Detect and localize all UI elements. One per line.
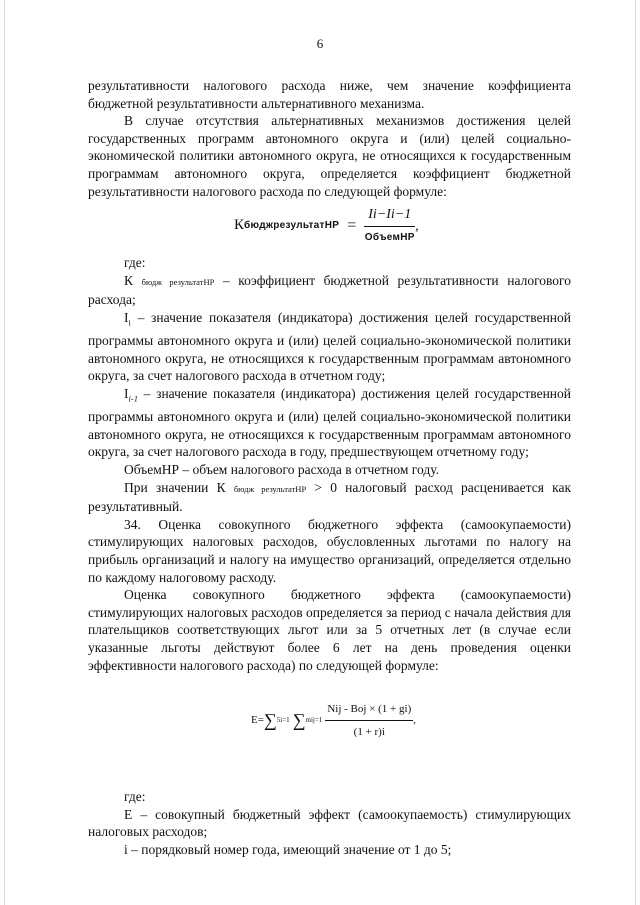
paragraph-34: 34. Оценка совокупного бюджетного эффекта (самоокупаемости) стимулирующих налоговых расходов, обусловленных льготами по налогу на прибыль организаций и налогу на имущество организаций, определяется отдельно по каждому налоговому расходу.: [88, 516, 571, 585]
paragraph-coefficient-intro: В случае отсутствия альтернативных механизмов достижения целей государственных программ автономного округа и (или) целей социально-экономической политики автономного округа, не относящихся к государственным программам автономного округа, определяется коэффициент бюджетной результативности налогового расхода по следующей формуле:: [88, 113, 571, 199]
def-ii1-symbol: I: [124, 386, 129, 401]
def-ii1-text: – значение показателя (индикатора) достижения целей государственной программы автономного округа и (или) целей социально-экономической политики автономного округа, не относящихся к государственным программам автономного округа, за счет налогового расхода в году, предшествующем отчетному году;: [88, 386, 571, 460]
formula1-comma: ,: [415, 218, 419, 234]
formula2-sum-i-top: 5: [276, 716, 281, 725]
definition-i-index: i – порядковый номер года, имеющий значение от 1 до 5;: [124, 841, 452, 857]
def-k-text: – коэффициент бюджетной результативности налогового расхода;: [88, 272, 572, 308]
formula-total-budget-effect: [251, 698, 571, 744]
paragraph-continuation: результативности налогового расхода ниже, чем значение коэффициента бюджетной результативности альтернативного механизма.: [88, 78, 571, 111]
formula1-lhs-subscript: бюджрезультатНР: [244, 220, 340, 232]
condition-start: При значении К: [124, 479, 226, 495]
def-ii-subscript: i: [128, 317, 131, 328]
def-ii-text: – значение показателя (индикатора) достижения целей государственной программы автономного округа и (или) целей социально-экономической политики автономного округа, не относящихся к государственным программам автономного округа, за счет налогового расхода в отчетном году;: [88, 309, 571, 384]
formula2-lhs: E=: [251, 714, 264, 727]
left-page-edge: [4, 0, 5, 905]
formula2-sum-i-icon: ∑: [263, 710, 277, 731]
definition-ii-1: [88, 385, 571, 461]
paragraph-condition: [88, 479, 571, 516]
formula2-sum-i-bottom: i=1: [280, 716, 290, 725]
formula1-equals: =: [347, 217, 357, 235]
formula1-denominator: ОбъемНР: [364, 231, 415, 243]
where-label-1: где:: [124, 255, 146, 271]
definition-e: Е – совокупный бюджетный эффект (самоокупаемость) стимулирующих налоговых расходов;: [88, 806, 571, 840]
formula2-sum-j-top: mi: [305, 716, 313, 725]
def-ii1-subscript: i-1: [128, 393, 138, 404]
formula1-fraction: [364, 206, 415, 246]
where-label-2: где:: [124, 789, 146, 805]
formula2-numerator: Nij - Boj × (1 + gi): [325, 701, 413, 722]
formula1-lhs: К: [234, 217, 245, 234]
formula2-denominator: (1 + r)i: [353, 726, 385, 739]
page-number: 6: [316, 36, 324, 51]
definition-ii: [88, 309, 571, 385]
formula2-fraction: [325, 701, 413, 742]
def-k-subscript: бюдж результатНР: [141, 276, 215, 287]
formula2-comma: ,: [413, 714, 416, 727]
formula2-sum-j-bottom: j=1: [312, 716, 323, 725]
document-body: [88, 77, 571, 859]
formula1-numerator: Ii−Ii−1: [364, 206, 415, 227]
def-ii-symbol: I: [124, 309, 129, 325]
formula2-sum-j-icon: ∑: [292, 710, 306, 731]
formula-budget-effectiveness: [234, 204, 571, 248]
paragraph-self-sufficiency: Оценка совокупного бюджетного эффекта (самоокупаемости) стимулирующих налоговых расходов определяется за период с начала действия для плательщиков соответствующих льгот или за 5 отчетных лет (в случае если указанные льготы действуют более 6 лет на день проведения оценки эффективности налогового расхода) по следующей формуле:: [88, 587, 571, 673]
definition-k: [88, 272, 571, 309]
condition-subscript: бюдж результатНР: [233, 483, 307, 494]
right-page-edge: [635, 0, 636, 905]
def-k-symbol: К: [124, 272, 134, 288]
definition-obem: ОбъемНР – объем налогового расхода в отчетном году.: [124, 462, 439, 478]
condition-end: > 0 налоговый расход расценивается как результативный.: [88, 479, 572, 515]
